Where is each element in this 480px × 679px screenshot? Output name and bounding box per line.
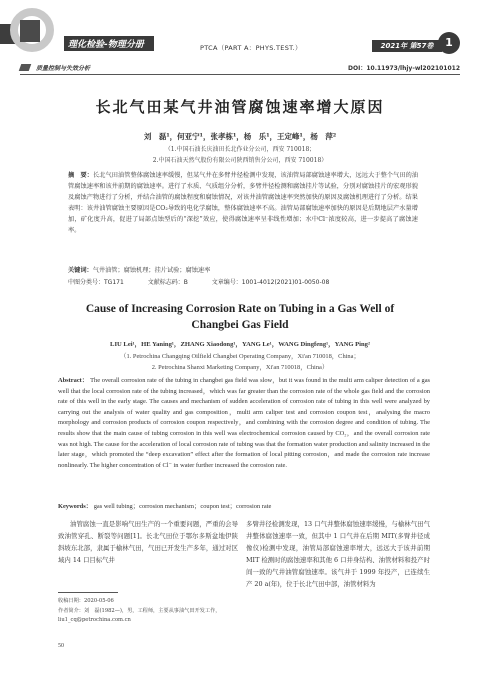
affiliation-cn-1: （1.中国石油长庆油田长北作业分公司，西安 710018； [164,146,316,153]
keywords-en [58,501,430,510]
keywords-en-text: gas well tubing；corrosion mechanism；coupon test；corrosion rate [93,503,272,510]
authors-en: LIU Lei¹，HE Yaning¹，ZHANG Xiaodong¹，YANG Le¹，WANG Dingfeng¹，YANG Ping² [110,341,370,348]
abstract-en-text: The overall corrosion rate of the tubing in changbei gas field was slow，but it was found in the multi arm caliper detection of a gas well that the local corrosion rate of the tubing increased，which was far greater than the corrosion rate of the whole gas field and the corrosion rate of this well in the early stage. The causes and mechanism of sudden acceleration of corrosion rate of tubing in this well were analyzed by carrying out the analysis of water quality and gas composition，multi arm caliper test and corrosion coupon test，analysing the macro morphology and corrosion products of corrosion coupon respectively，and combining with the corrosion degree and condition of tubing. The results show that the main cause of tubing corrosion in this well was electrochemical corrosion caused by CO₂，and the overall corrosion rate was not high. The cause for the acceleration of local corrosion rate of tubing was that the formation water production and salinity increased in the later stage，which promoted the “deep excavation” effect after the formation of local pitting corrosion，and made the corrosion rate increase nonlinearly. The higher concentration of Cl⁻ in water further increased the corrosion rate. [58,377,431,469]
section-icon [19,64,32,71]
affiliation-en-1: （1. Petrochina Changqing Oilfield Changbei Operating Company，Xi'an 710018，China； [120,353,360,360]
page-number: 50 [58,643,64,649]
doi[interactable]: DOI：10.11973/lhjy-wl202101012 [348,65,460,72]
footnote-received: 收稿日期：2020-05-06 [58,598,114,604]
abstract-cn [68,171,418,236]
paper-title-en [0,301,480,333]
paper-title-en-line-2: Changbei Gas Field [191,319,289,331]
footnote-rule [58,592,118,593]
keywords-cn-label: 关键词： [68,267,93,274]
issue-label: 2021年 第57卷 [372,40,442,52]
affiliation-en-2: 2. Petrochina Shanxi Marketing Company，Xi'an 710018，China） [151,364,329,371]
abstract-en-label: Abstract： [58,377,89,384]
classification-row [68,277,418,286]
footnote-author: 作者简介：刘 磊(1982—)，男，工程师，主要从事油气田开发工作，liu1_cq@petrochina.com.cn [58,608,221,623]
document-code: 文献标志码：B [147,279,188,286]
keywords-cn [68,265,418,274]
abstract-cn-text: 长北气田油管整体腐蚀速率缓慢，但某气井在多臂井径检测中发现，该油管局部腐蚀速率增大，远远大于整个气田的油管腐蚀速率和该井前期的腐蚀速率。进行了水质、气质组分分析，多臂井径检测和腐蚀挂片等试验，分别对腐蚀挂片的宏观形貌及腐蚀产物进行了分析，并结合油管的腐蚀程度和腐蚀情况，对该井油管腐蚀速率突然加快的原因及腐蚀机理进行了分析。结果表明：该井油管腐蚀主要原因是CO₂导致的电化学腐蚀，整体腐蚀速率不高。油管局部腐蚀速率加快的原因是后期地层产水量增加，矿化度升高，促进了局部点蚀型后的“深挖”效应，使得腐蚀速率呈非线性增加；水中Cl⁻浓度较高，进一步提高了腐蚀速率。 [68,172,419,234]
body-column-right: 多臂井径检测发现，13 口气井整体腐蚀速率缓慢，与榆林气田气井整体腐蚀速率一致，但其中 1 口气井在后期 MIT(多臂井径成像仪)检测中发现，油管局部腐蚀速率增大，远远大于该井前期 MIT 检测时的腐蚀速率和其他 6 口井身结构、油管材料和投产时间一致的气井油管腐蚀速率。该气井于 1999 年投产，已连续生产 20 a(年)，位于长北气田中部，油管材料为 [246,520,430,588]
abstract-en [58,376,430,471]
authors-cn: 刘 磊¹，何亚宁¹，张孝栋¹，杨 乐¹，王定峰¹，杨 萍² [143,132,337,141]
affiliation-cn-2: 2.中国石油天然气股份有限公司陕西销售分公司，西安 710018） [152,157,328,164]
journal-brand: 理化检验-物理分册 [64,36,154,51]
body-column-left: 油管腐蚀一直是影响气田生产的一个重要问题，严重的会导致油管穿孔、断裂等问题[1]。长北气田位于鄂尔多斯盆地伊陕斜坡东北部，隶属于榆林气田，气田已开发生产多年，通过对区域内 14 口目标气井 [58,520,238,564]
page-header [0,0,480,52]
section-label: 质量控制与失效分析 [36,65,91,72]
running-head: PTCA（PART A：PHYS.TEST.） [200,44,302,52]
clc-number: 中图分类号：TG171 [68,279,124,286]
journal-logo-mark [20,20,40,42]
section-bar [20,62,460,74]
paper-title-en-line-1: Cause of Increasing Corrosion Rate on Tubing in a Gas Well of [85,303,395,315]
keywords-cn-text: 气井油管；腐蚀机理；挂片试验；腐蚀速率 [92,267,211,274]
keywords-en-label: Keywords： [58,503,93,510]
abstract-cn-label: 摘 要： [68,172,94,179]
paper-title-cn: 长北气田某气井油管腐蚀速率增大原因 [95,98,385,116]
section-rule [20,74,460,75]
article-number: 文章编号：1001-4012(2021)01-0050-08 [211,279,330,286]
issue-number: 1 [438,32,460,54]
